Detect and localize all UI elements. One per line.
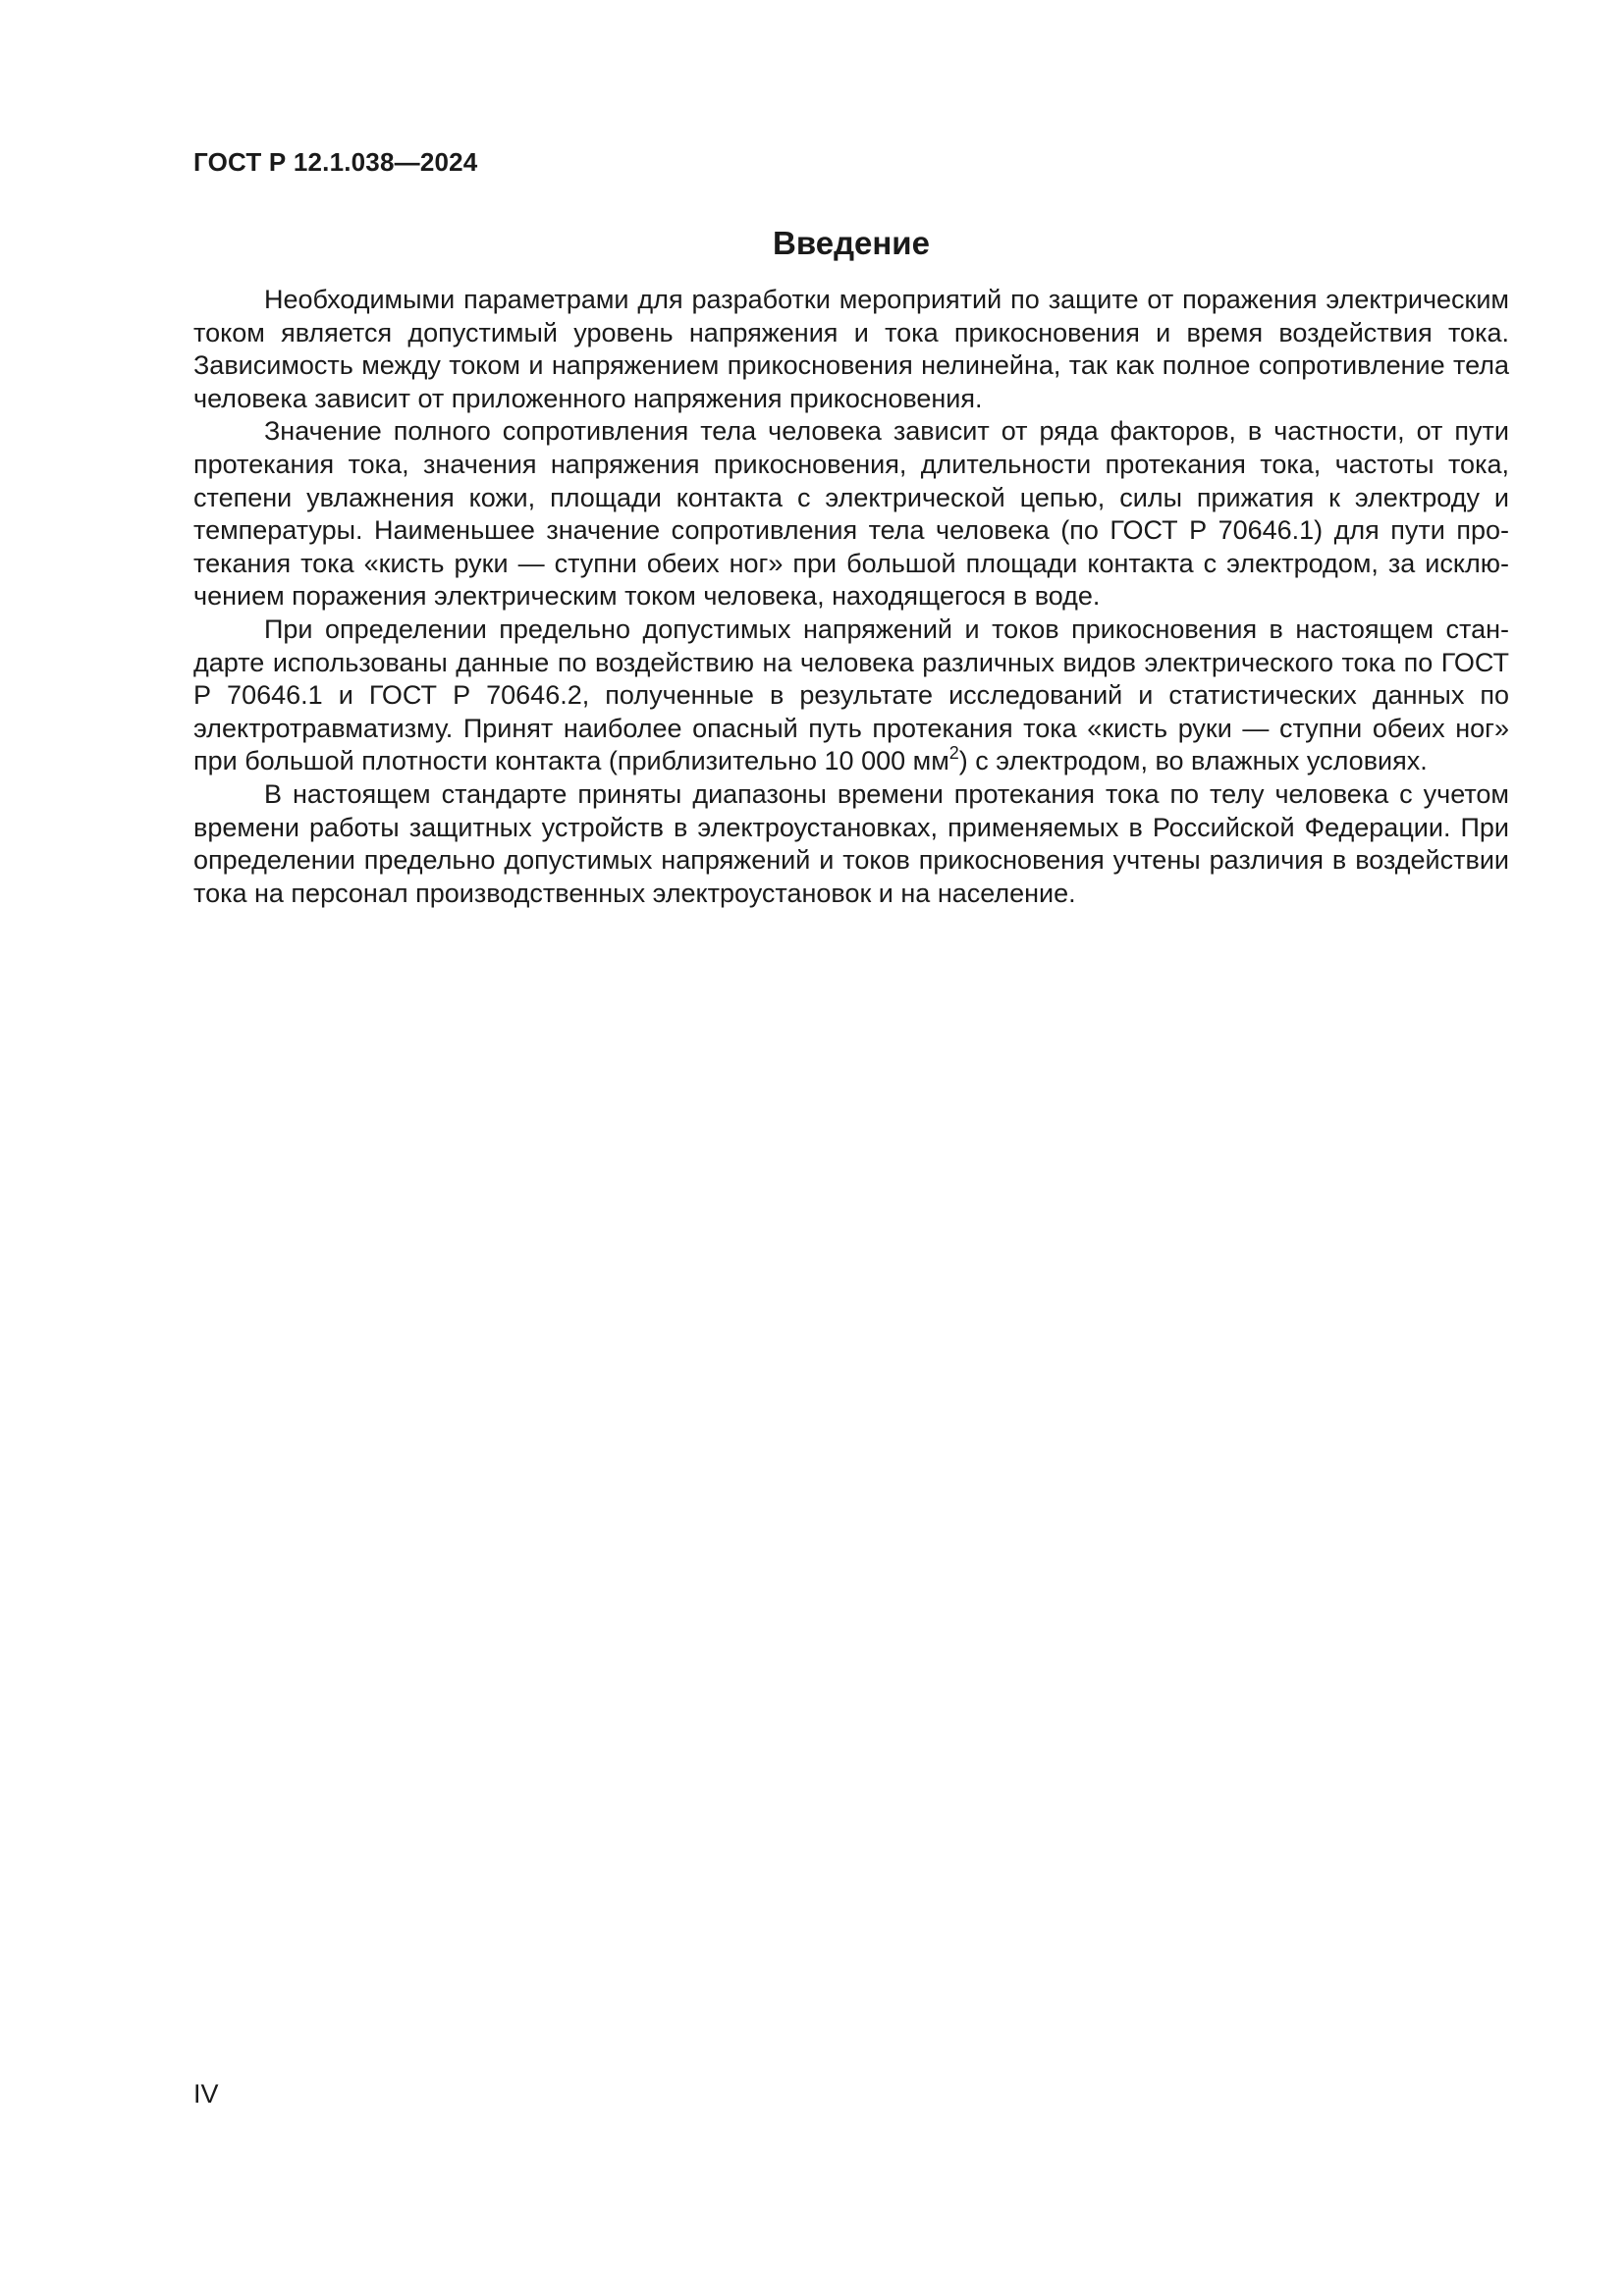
paragraph-3 <box>193 614 1509 778</box>
paragraph-4: В настоящем стандарте приняты диапазоны времени протекания тока по телу человека с учетом времени работы защитных устройств в электроустановках, применяемых в Российской Федерации. При определении предельно допустимых напряжений и токов прикосновения учтены различия в воздействии тока на персонал производственных электроустановок и на население. <box>193 778 1509 908</box>
body-text <box>193 284 1509 910</box>
paragraph-3-text-before: При определении предельно допустимых напряжений и токов прикосновения в настоящем стандарте использованы данные по воздействию на человека различных видов электрического тока по ГОСТ Р 70646.1 и ГОСТ Р 70646.2, полученные в результате исследований и статистических данных по электротравматизму. Принят наиболее опасный путь протекания тока «кисть руки — ступни обеих ног» при большой плотности контакта (приблизительно 10 000 мм <box>193 614 1509 776</box>
document-header: ГОСТ Р 12.1.038—2024 <box>193 147 478 177</box>
superscript-exponent: 2 <box>948 743 959 764</box>
page-number: IV <box>193 2079 219 2109</box>
paragraph-1: Необходимыми параметрами для разработки мероприятий по защите от поражения электрическим током является допустимый уровень напряжения и тока прикосновения и время воздействия тока. Зависимость между током и напряжением прикосновения нелинейна, так как полное сопротивление тела человека зависит от приложенного напряжения прикосновения. <box>193 285 1509 413</box>
section-title: Введение <box>773 225 930 261</box>
paragraph-3-text-after: ) с электродом, во влажных условиях. <box>958 746 1428 776</box>
paragraph-2: Значение полного сопротивления тела человека зависит от ряда факторов, в частности, от пути протекания тока, значения напряжения прикосновения, длительности протекания тока, частоты тока, степени увлажнения кожи, площади контакта с электрической цепью, силы прижатия к электроду и температуры. Наименьшее значение сопротивления тела человека (по ГОСТ Р 70646.1) для пути протекания тока «кисть руки — ступни обеих ног» при большой площади контакта с электродом, за исключением поражения электрическим током человека, находящегося в воде. <box>193 416 1509 612</box>
